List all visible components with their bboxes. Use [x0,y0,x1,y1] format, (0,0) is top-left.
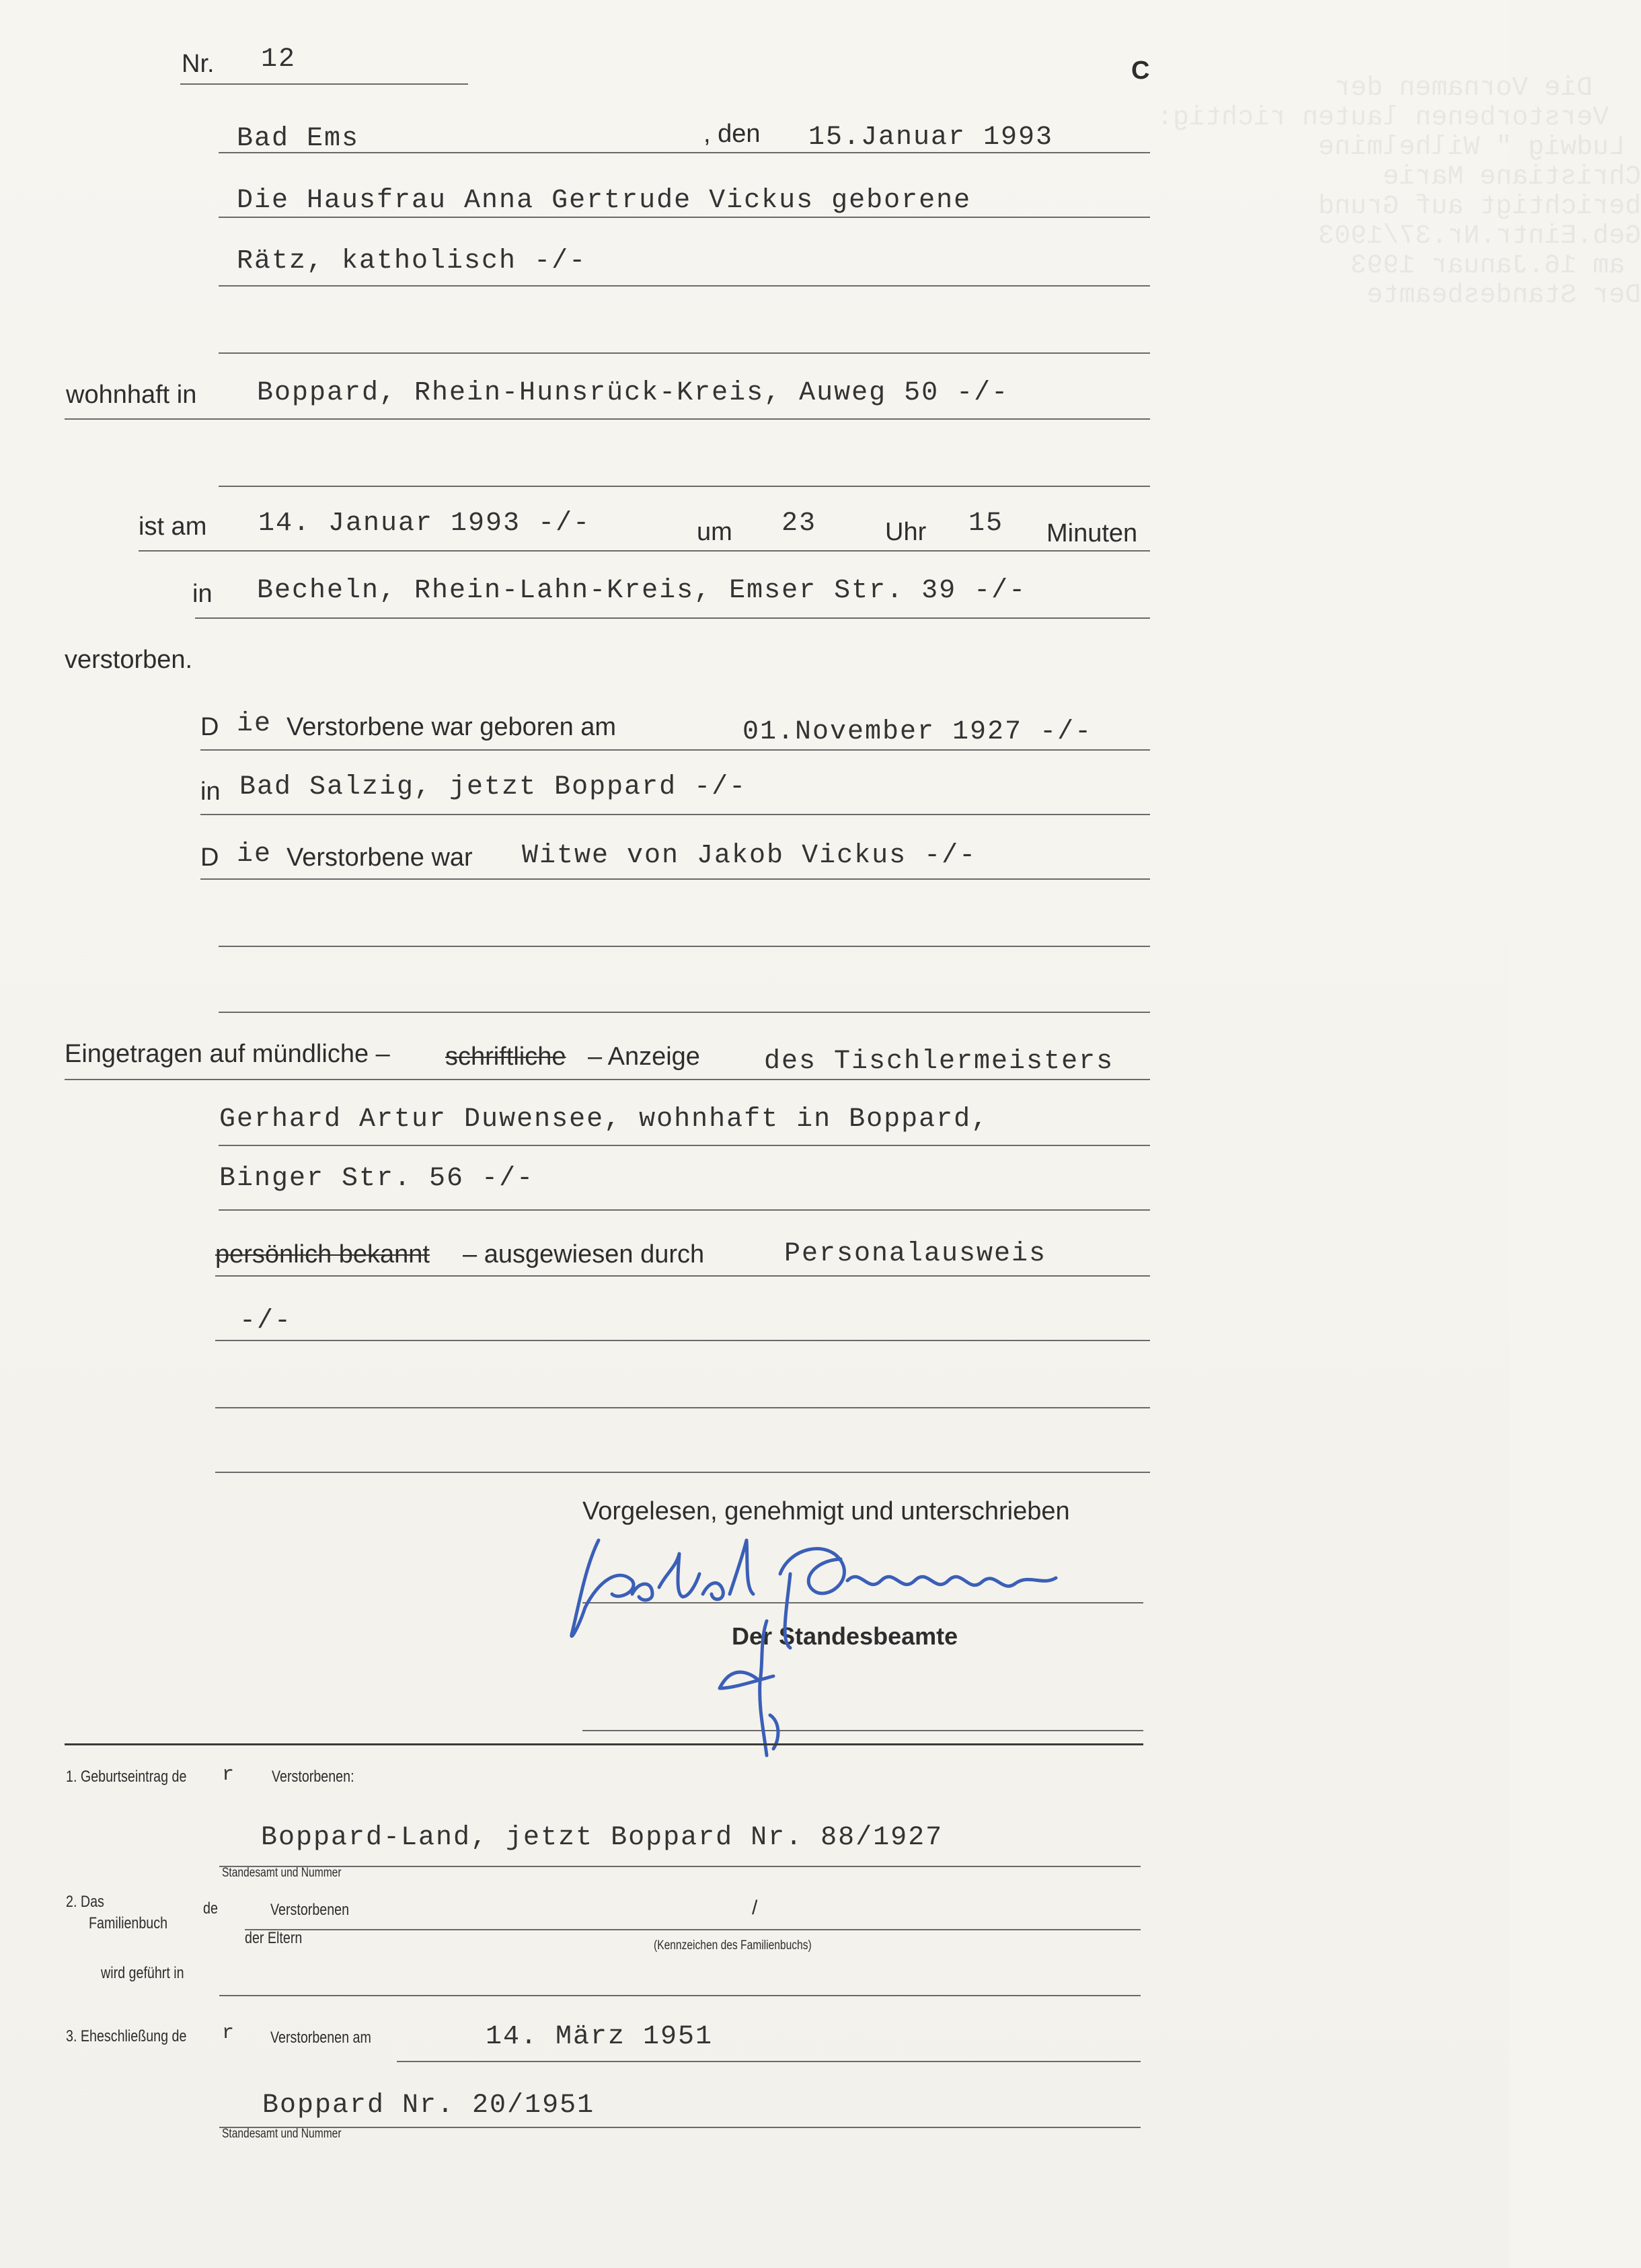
birth-date-rule [200,749,1150,751]
identity-line-2: -/- [239,1306,293,1336]
identity-rule-2 [215,1340,1150,1341]
footnote-separator [65,1743,1143,1745]
place-date-rule [219,152,1150,153]
fn3-date: 14. März 1951 [486,2022,714,2052]
report-label-b: – Anzeige [588,1043,700,1071]
um-label: um [697,518,732,546]
death-place-rule [195,617,1150,619]
report-label-struck: schriftliche [445,1043,566,1071]
fn3-label-b: Verstorbenen am [270,2029,371,2047]
person-rule-1 [219,217,1150,218]
residence-value: Boppard, Rhein-Hunsrück-Kreis, Auweg 50 -/- [257,378,1009,408]
death-place-value: Becheln, Rhein-Lahn-Kreis, Emser Str. 39 -/- [257,576,1027,606]
fn1-label-r: r [222,1764,236,1786]
birth-in-label: in [200,778,221,806]
fn3-rule [219,2127,1141,2128]
reporter-rule-3 [219,1209,1150,1211]
birth-date-value: 01.November 1927 -/- [742,717,1093,747]
death-date-value: 14. Januar 1993 -/- [258,508,591,539]
fn1-rule [219,1866,1141,1867]
report-label-a: Eingetragen auf mündliche – [65,1040,390,1068]
place-value: Bad Ems [237,124,360,154]
uhr-label: Uhr [885,518,927,546]
nr-value: 12 [261,44,297,75]
ist-am-label: ist am [139,513,207,541]
fn2-label-de: de [203,1899,218,1918]
den-label: , den [703,120,761,148]
person-rule-2 [219,285,1150,287]
fn2-label-verst: Verstorbenen [270,1901,350,1919]
identity-label-struck: persönlich bekannt [215,1240,430,1269]
fn2-label-fb: Familienbuch [89,1914,168,1932]
birth-label-d: D [200,713,219,741]
birth-place-rule [200,814,1150,815]
status-label-ie: ie [237,839,272,870]
fn1-label-a: 1. Geburtseintrag de [66,1768,187,1786]
identity-label-rest: – ausgewiesen durch [463,1240,705,1269]
identity-value: Personalausweis [784,1239,1047,1269]
fn3-caption: Standesamt und Nummer [222,2127,342,2141]
bleed-through-text: Die Vornamen der Verstorbenen lauten richtig: Ludwig " Wilhelmine Christiane Marie berichtigt auf Grund Geb.Eintr.Nr.37/1903 am 16.Januar 1993 Der Standesbeamte [1157,73,1641,311]
verstorben-label: verstorben. [65,646,193,674]
person-rule-3 [219,352,1150,354]
report-rule [65,1079,1150,1080]
death-in-label: in [192,580,213,608]
person-line-2: Rätz, katholisch -/- [237,246,587,276]
residence-rule [65,418,1150,420]
status-rule-3 [219,1012,1150,1013]
fn1-value: Boppard-Land, jetzt Boppard Nr. 88/1927 [261,1823,944,1853]
death-time-rule [139,550,1150,552]
identity-rule-3 [215,1407,1150,1408]
reporter-rule-2 [219,1145,1150,1146]
fn3-label-r: r [222,2022,236,2045]
fn2-label-eltern: der Eltern [245,1929,303,1947]
date-value: 15.Januar 1993 [808,122,1054,153]
fn2-label-num: 2. Das [66,1893,104,1911]
fn3-date-rule [397,2061,1141,2062]
reporter-line-3: Binger Str. 56 -/- [219,1164,535,1194]
person-line-1: Die Hausfrau Anna Gertrude Vickus geborene [237,186,972,216]
death-hour-value: 23 [781,508,817,539]
birth-label-rest: Verstorbene war geboren am [287,713,617,741]
status-value: Witwe von Jakob Vickus -/- [522,841,977,871]
nr-label: Nr. [182,50,215,78]
status-rule-2 [219,946,1150,947]
residence-label: wohnhaft in [66,381,197,409]
fn3-label-a: 3. Eheschließung de [66,2027,187,2045]
fn2-label-gefuehrt: wird geführt in [101,1964,184,1982]
identity-rule [215,1275,1150,1277]
status-label-rest: Verstorbene war [287,843,473,872]
fn2-rule-verst [245,1929,1141,1930]
registrar-signature [706,1614,814,1769]
nr-rule [180,83,468,85]
death-minutes-value: 15 [968,508,1004,539]
fn2-rule-gefuehrt [219,1995,1141,1996]
reporter-line-1: des Tischlermeisters [764,1047,1114,1077]
fn1-label-b: Verstorbenen: [272,1768,354,1786]
minuten-label: Minuten [1046,519,1138,547]
fn2-caption: (Kennzeichen des Familienbuchs) [654,1938,812,1953]
status-label-d: D [200,843,219,872]
registrar-label: Der Standesbeamte [732,1622,958,1650]
form-letter: C [1131,56,1150,85]
signature-rule-2 [582,1730,1143,1731]
fn1-caption: Standesamt und Nummer [222,1866,342,1880]
residence-rule-2 [219,486,1150,487]
birth-place-value: Bad Salzig, jetzt Boppard -/- [239,772,747,802]
reporter-line-2: Gerhard Artur Duwensee, wohnhaft in Boppard, [219,1104,989,1135]
fn2-slash: / [752,1897,758,1919]
identity-rule-4 [215,1472,1150,1473]
reporter-signature [558,1527,1163,1681]
fn3-value: Boppard Nr. 20/1951 [262,2090,595,2121]
read-approved-label: Vorgelesen, genehmigt und unterschrieben [582,1497,1070,1525]
birth-label-ie: ie [237,709,272,739]
status-rule [200,878,1150,880]
